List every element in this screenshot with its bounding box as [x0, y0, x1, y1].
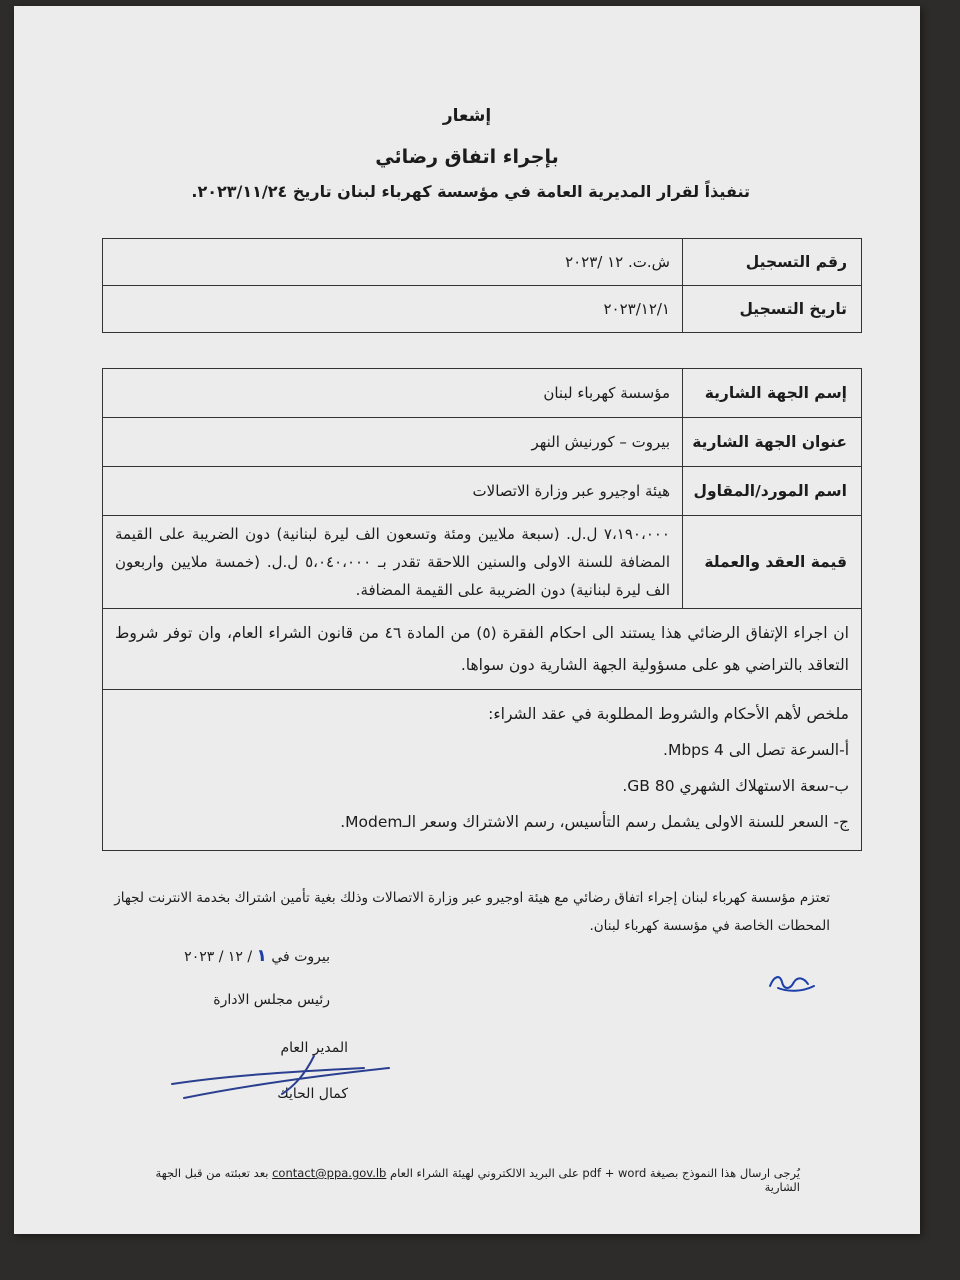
summary-heading: ملخص لأهم الأحكام والشروط المطلوبة في عقد الشراء:: [488, 705, 849, 723]
registration-table: [102, 238, 862, 333]
handwritten-day: ١: [256, 946, 267, 966]
buyer-label: إسم الجهة الشارية: [683, 369, 862, 418]
footer-text-after: بعد تعبئته من قبل الجهة الشارية: [155, 1166, 800, 1194]
signatory-name: كمال الحايك: [277, 1086, 348, 1102]
legal-basis-text: ان اجراء الإتفاق الرضائي هذا يستند الى احكام الفقرة (٥) من المادة ٤٦ من قانون الشراء العام، وان توفر شروط التعاقد بالتراضي هو على مسؤولية الجهة الشارية دون سواها.: [103, 609, 862, 690]
place-date: [184, 946, 330, 966]
notice-subtitle: بإجراء اتفاق رضائي: [375, 146, 559, 168]
summary-cell: [103, 690, 862, 851]
legal-basis-row: [103, 609, 862, 690]
footer-text-before: يُرجى ارسال هذا النموذج بصيغة pdf + word على البريد الالكتروني لهيئة الشراء العام: [390, 1166, 800, 1180]
summary-item: أ-السرعة تصل الى 4 Mbps.: [663, 741, 849, 759]
registration-row: [103, 239, 862, 286]
summary-item: ب-سعة الاستهلاك الشهري 80 GB.: [622, 777, 849, 795]
notice-title: إشعار: [442, 106, 492, 126]
registration-date-label: تاريخ التسجيل: [683, 286, 862, 333]
summary-item: ج- السعر للسنة الاولى يشمل رسم التأسيس، رسم الاشتراك وسعر الـModem.: [340, 813, 849, 831]
initials-mark: [764, 968, 824, 998]
place-prefix: بيروت في: [271, 949, 330, 965]
supplier-value: هيئة اوجيرو عبر وزارة الاتصالات: [103, 467, 683, 516]
details-row: [103, 369, 862, 418]
details-table: [102, 368, 862, 851]
board-chair-title: رئيس مجلس الادارة: [213, 992, 330, 1008]
director-general-title: المدير العام: [280, 1040, 348, 1056]
address-label: عنوان الجهة الشارية: [683, 418, 862, 467]
details-row: [103, 516, 862, 609]
footer-email-link[interactable]: contact@ppa.gov.lb: [272, 1166, 387, 1180]
contract-value: ٧،١٩٠،٠٠٠ ل.ل. (سبعة ملايين ومئة وتسعون الف ليرة لبنانية) دون الضريبة على القيمة المضافة للسنة الاولى والسنين اللاحقة تقدر بـ ٥،٠٤٠،٠٠٠ ل.ل. (خمسة ملايين واربعون الف ليرة لبنانية) دون الضريبة على القيمة المضافة.: [103, 516, 683, 609]
supplier-label: اسم المورد/المقاول: [683, 467, 862, 516]
details-row: [103, 467, 862, 516]
date-rest: / ١٢ / ٢٠٢٣: [184, 949, 253, 965]
intent-paragraph: تعتزم مؤسسة كهرباء لبنان إجراء اتفاق رضائي مع هيئة اوجيرو عبر وزارة الاتصالات وذلك بغية تأمين اشتراك بخدمة الانترنت لجهاز المحطات الخاصة في مؤسسة كهرباء لبنان.: [114, 890, 830, 934]
footer-note: [134, 1166, 800, 1194]
details-row: [103, 418, 862, 467]
document-page: [14, 6, 920, 1234]
registration-number-value: ش.ت. ١٢ /٢٠٢٣: [103, 239, 683, 286]
buyer-value: مؤسسة كهرباء لبنان: [103, 369, 683, 418]
contract-label: قيمة العقد والعملة: [683, 516, 862, 609]
registration-date-value: ٢٠٢٣/١٢/١: [103, 286, 683, 333]
registration-row: [103, 286, 862, 333]
reference-line: تنفيذاً لقرار المديرية العامة في مؤسسة كهرباء لبنان تاريخ ٢٠٢٣/١١/٢٤.: [191, 182, 750, 201]
address-value: بيروت – كورنيش النهر: [103, 418, 683, 467]
registration-number-label: رقم التسجيل: [683, 239, 862, 286]
summary-row: [103, 690, 862, 851]
handwritten-signature: [164, 1046, 404, 1106]
